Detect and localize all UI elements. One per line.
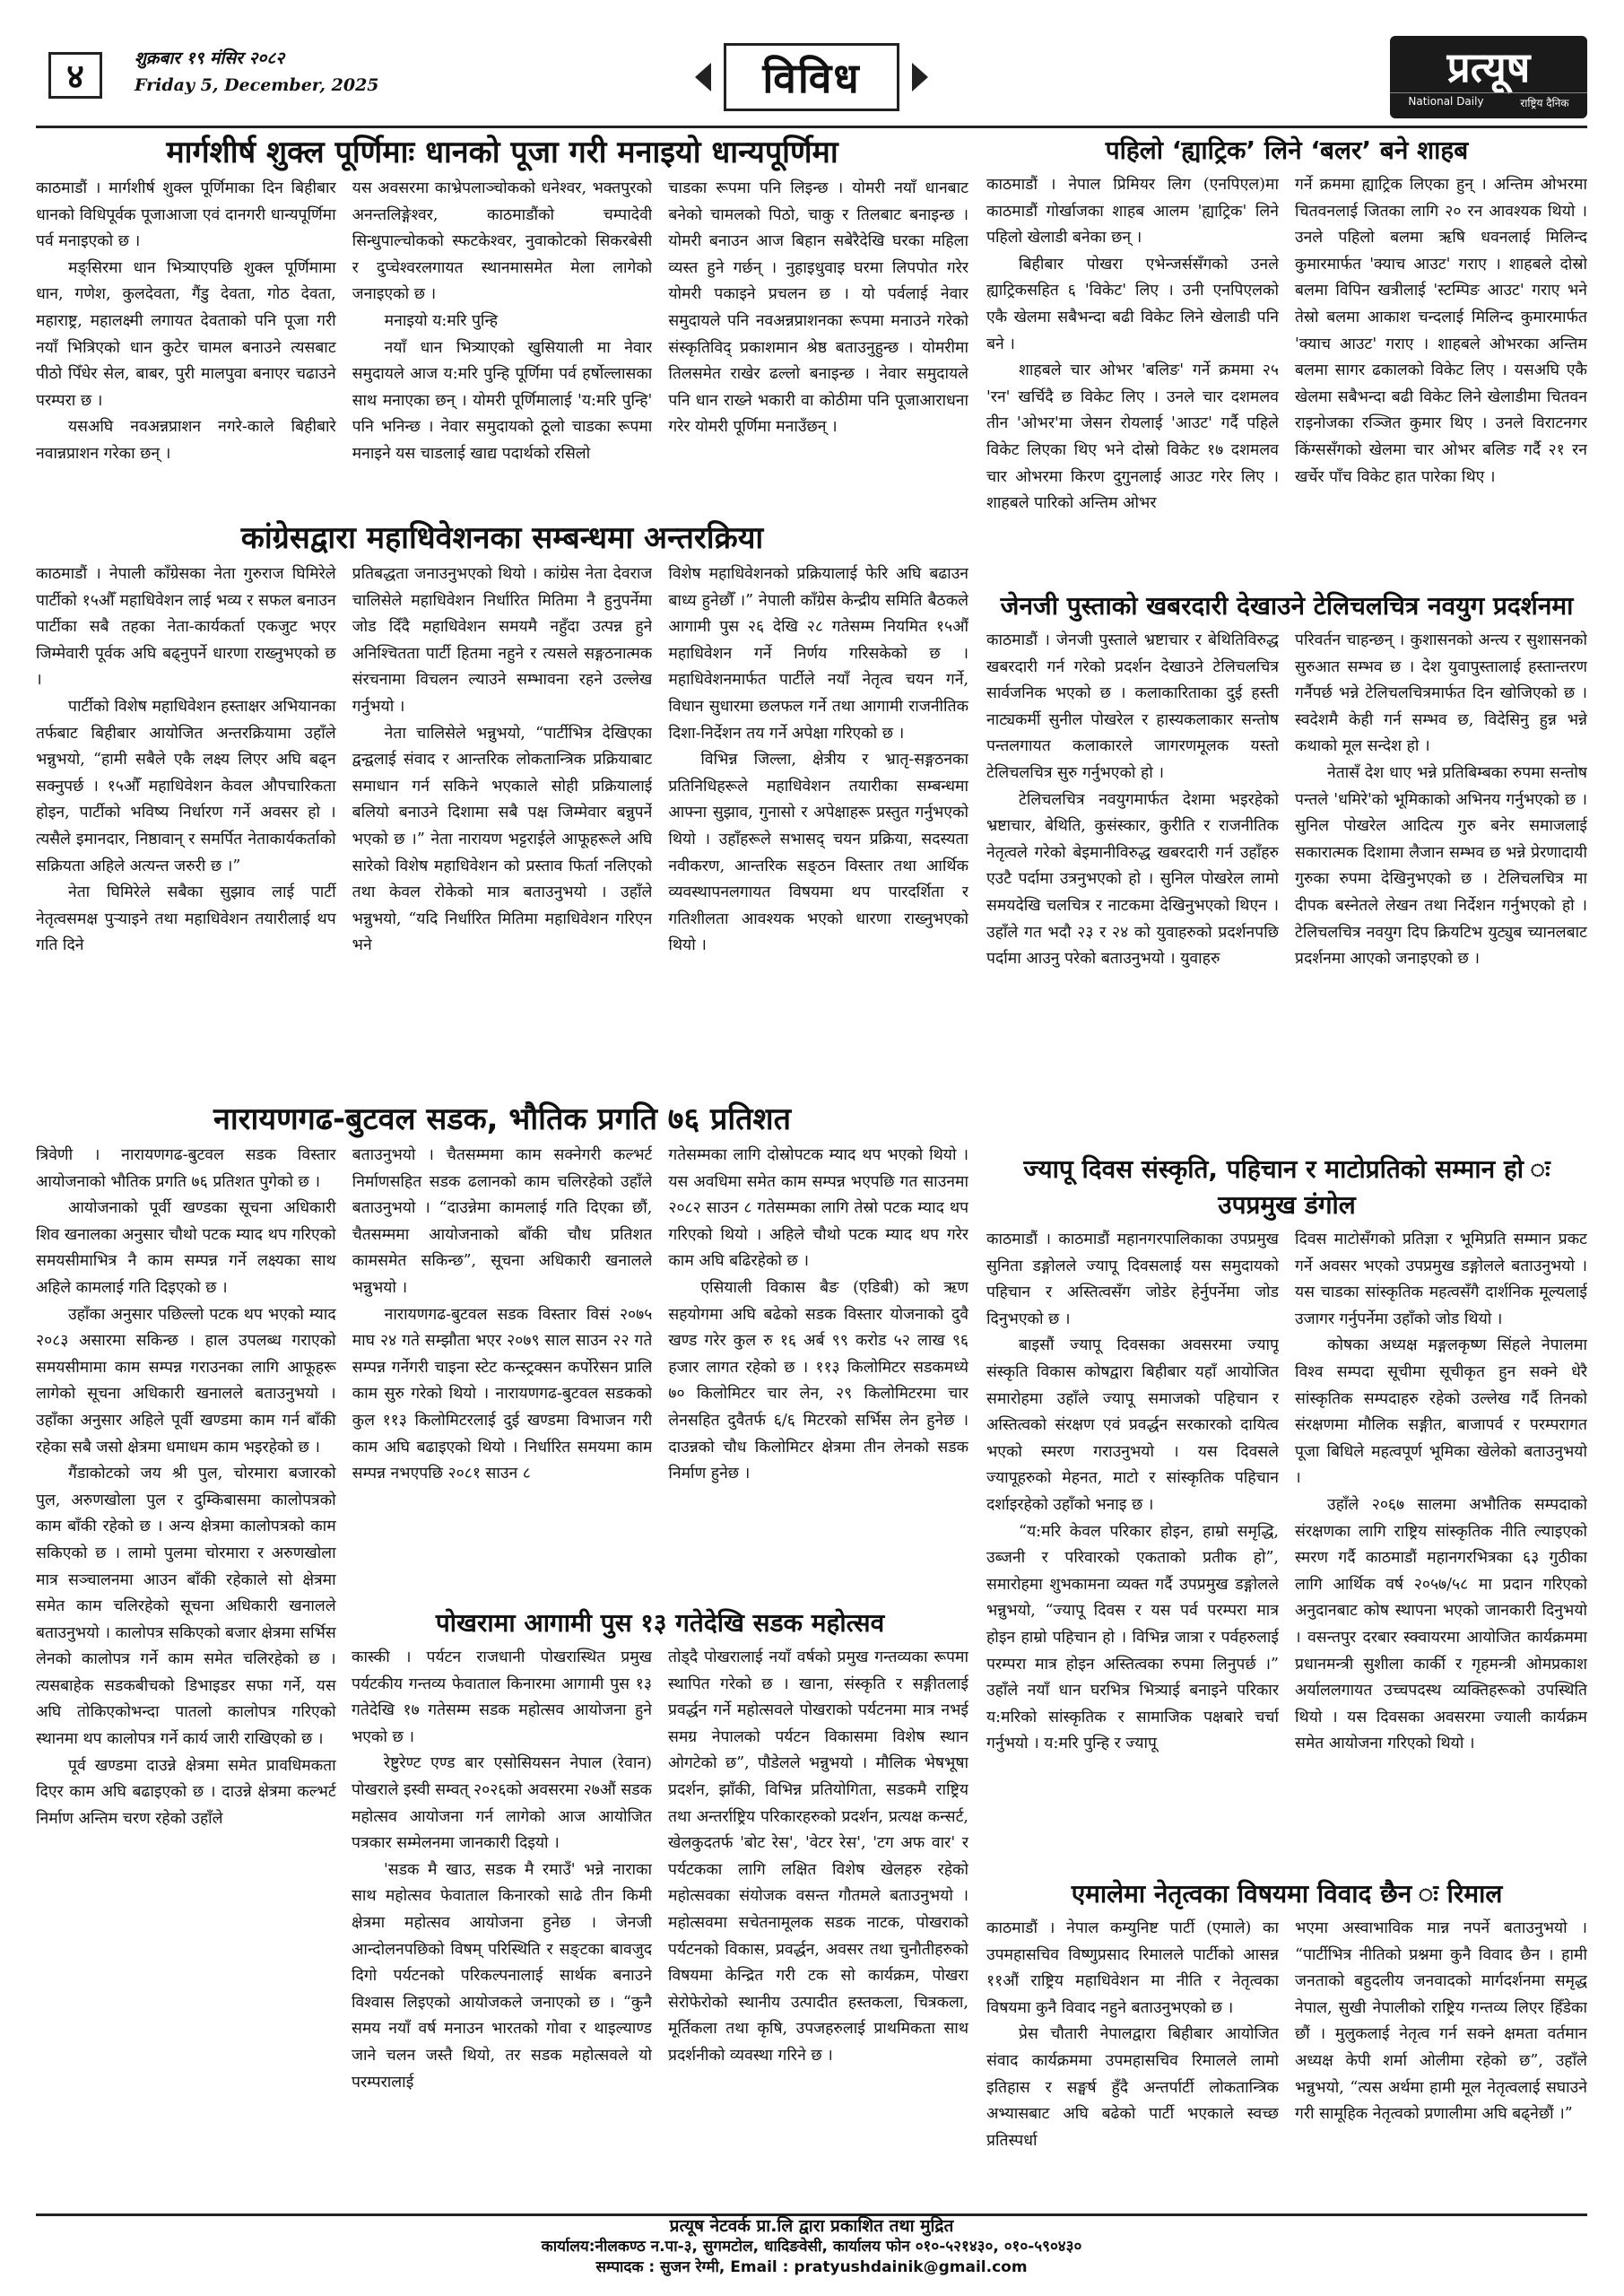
paragraph: काठमाडौं । काठमाडौं महानगरपालिकाका उपप्रमुख सुनिता डङ्गोलले ज्यापू दिवसलाई यस समुदायको पहिचान र अस्तित्वसँग जोडेर हेर्नुपर्नेमा जोड दिनुभएको छ । — [986, 1231, 1279, 1328]
paragraph: यस अवसरमा काभ्रेपलाञ्चोकको धनेश्वर, भक्तपुरको अनन्तलिङ्गेश्वर, काठमाडौंको चम्पादेवी सिन्धुपाल्चोकको स्फटकेश्वर, नुवाकोटको सिकरबेसी र दुप्चेश्वरलगायत स्थानमासमेत मेला लागेको जनाइएको छ । — [352, 179, 653, 304]
paragraph: “य:मरि केवल परिकार होइन, हाम्रो समृद्धि, उब्जनी र परिवारको एकताको प्रतीक हो”, समारोहमा शुभकामना व्यक्त गर्दै उपप्रमुख डङ्गोलले भन्नुभयो, “ज्यापू दिवस र यस पर्व परम्परा मात्र होइन हाम्रो पहिचान हो । विभिन्न जात्रा र पर्वहरुलाई परम्परा मात्र होइन अस्तित्वका रुपमा लिनुपर्छ ।” उहाँले नयाँ धान घरभित्र भित्र्याई बनाइने परिकार य:मरिको सांस्कृतिक र सामाजिक पक्षबारे चर्चा गर्नुभयो । य:मरि पुन्हि र ज्यापू — [986, 1522, 1279, 1753]
paragraph: कास्की । पर्यटन राजधानी पोखरास्थित प्रमुख पर्यटकीय गन्तव्य फेवाताल किनारमा आगामी पुस १३ गतेदेखि १७ गतेसम्म सडक महोत्सव आयोजना हुने भएको छ । — [352, 1648, 652, 1746]
section-banner — [664, 45, 960, 109]
footer — [36, 2213, 1587, 2278]
article-column — [1295, 628, 1587, 1105]
article-jyapu-day — [986, 1152, 1587, 1869]
publisher-line: प्रत्यूष नेटवर्क प्रा.लि द्वारा प्रकाशित तथा मुद्रित — [669, 2216, 954, 2236]
logo-text: प्रत्यूष — [1446, 43, 1531, 91]
article-shahab-hattrick — [986, 133, 1587, 581]
paragraph: उहाँका अनुसार पछिल्लो पटक थप भएको म्याद २०८३ असारमा सकिन्छ । हाल उपलब्ध गराएको समयसीमामा काम सम्पन्न गराउनका लागि आफूहरू लागेको सूचना अधिकारी खनालले बताउनुभयो । उहाँका अनुसार अहिले पूर्वी खण्डमा काम गर्न बाँकी रहेका सबै जसो क्षेत्रमा धमाधम काम भइरहेको छ । — [36, 1305, 336, 1457]
masthead — [36, 36, 1587, 121]
article-column — [36, 561, 336, 1089]
article-columns — [352, 1645, 968, 2201]
article-column — [668, 561, 968, 1089]
article-columns — [986, 172, 1587, 578]
headline: नारायणगढ-बुटवल सडक, भौतिक प्रगति ७६ प्रतिशत — [213, 1101, 792, 1137]
article-column — [1295, 1916, 1587, 2205]
paragraph: टेलिचलचित्र नवयुगमार्फत देशमा भइरहेको भ्रष्टाचार, बेथिति, कुसंस्कार, कुरीति र राजनीतिक नेतृत्वले गरेको बेइमानीविरुद्ध खबरदारी गर्न उहाँहरु एउटै पर्दामा उत्रनुभएको हो । सुनिल पोखरेल लामो समयदेखि चलचित्र र नाटकमा देखिनुभएको थिएन । उहाँले गत भदौ २३ र २४ को युवाहरुको प्रदर्शनपछि पर्दामा आउनु परेको बताउनुभयो । युवाहरु — [986, 790, 1279, 969]
paragraph: काठमाडौं । नेपाल प्रिमियर लिग (एनपिएल)मा काठमाडौं गोर्खाजका शाहब आलम 'ह्याट्रिक' लिने पहिलो खेलाडी बनेका छन् । — [986, 176, 1279, 248]
date-box — [135, 45, 386, 99]
paragraph: नारायणगढ-बुटवल सडक विस्तार विसं २०७५ माघ २४ गते सम्झौता भएर २०७९ साल साउन २२ गते सम्पन्न गर्नेगरी चाइना स्टेट कन्स्ट्रक्सन कर्पोरेसन प्रालि काम सुरु गरेको थियो । नारायणगढ-बुटवल सडकको कुल ११३ किलोमिटरलाई दुई खण्डमा विभाजन गरी काम अघि बढाइएको थियो । निर्धारित समयमा काम सम्पन्न नभएपछि २०८१ साउन ८ — [352, 1305, 653, 1483]
headline: एमालेमा नेतृत्वका विषयमा विवाद छैन ः रिमाल — [1071, 1879, 1503, 1909]
paragraph: कोषका अध्यक्ष मङ्गलकृष्ण सिंहले नेपालमा विश्व सम्पदा सूचीमा सूचीकृत हुन सक्ने धेरै सांस्कृतिक सम्पदाहरु रहेको उल्लेख गर्दै तिनको संरक्षणमा मौलिक सङ्गीत, बाजापर्व र परम्परागत पूजा बिधिले महत्वपूर्ण भूमिका खेलेको बताउनुभयो । — [1295, 1336, 1587, 1488]
article-column — [352, 1645, 652, 2201]
paragraph: 'सडक मै खाउ, सडक मै रमाउँ' भन्ने नाराका साथ महोत्सव फेवाताल किनारको साढे तीन किमी क्षेत्रमा महोत्सव आयोजना हुनेछ । जेनजी आन्दोलनपछिको विषम् परिस्थिति र सङ्टका बावजुद दिगो पर्यटनको परिकल्पनालाई सार्थक बनाउने विश्वास लिइएको आयोजकले जनाएको छ । “कुनै समय नयाँ वर्ष मनाउन भारतको गोवा र थाइल्याण्ड जाने चलन जस्तै थियो, तर सडक महोत्सवले यो परम्परालाई — [352, 1860, 652, 2092]
paragraph: नेता घिमिरेले सबैका सुझाव लाई पार्टी नेतृत्वसमक्ष पुऱ्याइने तथा महाधिवेशन तयारीलाई थप गति दिने — [36, 883, 336, 955]
paragraph: रेष्टुरेण्ट एण्ड बार एसोसियसन नेपाल (रेवान) पोखराले इस्वी सम्वत् २०२६को अवसरमा २७औं सडक महोत्सव आयोजना गर्न लागेको आज आयोजित पत्रकार सम्मेलनमा जानकारी दिइयो । — [352, 1754, 652, 1853]
article-column — [986, 628, 1279, 1105]
article-columns — [986, 1227, 1587, 1866]
article-columns — [986, 628, 1587, 1105]
article-column — [352, 561, 653, 1089]
logo-sub-english: National Daily — [1408, 95, 1484, 108]
paragraph: यसअघि नवअन्नप्राशन नगरे-काले बिहीबारे नवान्नप्राशन गरेका छन् । — [36, 418, 336, 463]
article-columns — [36, 561, 968, 1089]
paragraph: दिवस माटोसँगको प्रतिज्ञा र भूमिप्रति सम्मान प्रकट गर्ने अवसर भएको उपप्रमुख डङ्गोलले बताउनुभयो । यस चाडका सांस्कृतिक महत्वसँगै दार्शनिक मूल्यलाई उजागर गर्नुपर्नेमा उहाँको जोड थियो । — [1295, 1231, 1587, 1328]
article-navayug-telefilm — [986, 588, 1587, 1144]
paragraph: आयोजनाको पूर्वी खण्डका सूचना अधिकारी शिव खनालका अनुसार चौथो पटक म्याद थप गरिएको समयसीमाभित्र नै काम सम्पन्न गर्ने लक्ष्यका साथ अहिले कामलाई गति दिइएको छ । — [36, 1199, 336, 1297]
paragraph: पार्टीको विशेष महाधिवेशन हस्ताक्षर अभियानका तर्फबाट बिहीबार आयोजित अन्तरक्रियामा उहाँले भन्नुभयो, “हामी सबैले एकै लक्ष्य लिएर अघि बढ्न सक्नुपर्छ । १५औँ महाधिवेशन केवल औपचारिकता होइन, पार्टीको भविष्य निर्धारण गर्ने अवसर हो । त्यसैले इमानदार, निष्ठावान् र समर्पित नेताकार्यकर्ताको सक्रियता अहिले अत्यन्त जरुरी छ ।” — [36, 697, 336, 875]
article-columns — [986, 1916, 1587, 2205]
article-column — [1295, 172, 1587, 578]
paragraph: बाइसौं ज्यापू दिवसका अवसरमा ज्यापू संस्कृति विकास कोषद्वारा बिहीबार यहाँ आयोजित समारोहमा उहाँले ज्यापू समाजको पहिचान र अस्तित्वको संरक्षण एवं प्रवर्द्धन सरकारको दायित्व भएको स्मरण गराउनुभयो । यस दिवसले ज्यापूहरुको मेहनत, माटो र सांस्कृतिक पहिचान दर्शाइरहेको उहाँको भनाइ छ । — [986, 1336, 1279, 1514]
article-column — [36, 1143, 336, 2201]
article-column — [668, 176, 968, 508]
logo-sub-nepali: राष्ट्रिय दैनिक — [1520, 97, 1569, 109]
logo-subline — [1390, 92, 1587, 110]
paragraph: मनाइयो य:मरि पुन्हि — [384, 311, 498, 330]
masthead-rule — [36, 126, 1587, 128]
article-column — [986, 1916, 1279, 2205]
headline: पहिलो ‘ह्याट्रिक’ लिने ‘बलर’ बने शाहब — [1105, 135, 1469, 165]
article-dhanya-purnima — [36, 133, 968, 511]
date-nepali: शुक्रबार १९ मंसिर २०८२ — [135, 48, 285, 68]
paragraph: उहाँले २०६७ सालमा अभौतिक सम्पदाको संरक्षणका लागि राष्ट्रिय सांस्कृतिक नीति ल्याइएको स्मरण गर्दै काठमाडौं महानगरभित्रका ६३ गुठीका लागि आर्थिक वर्ष २०५७/५८ मा प्रदान गरिएको अनुदानबाट कोष स्थापना भएको जानकारी दिनुभयो । वसन्तपुर दरबार स्क्वायरमा आयोजित कार्यक्रममा प्रधानमन्त्री सुशीला कार्की र गृहमन्त्री ओमप्रकाश अर्याललगायत उच्चपदस्थ व्यक्तिहरूको उपस्थिति थियो । यस दिवसका अवसरमा ज्याली कार्यक्रम समेत आयोजना गरिएको थियो । — [1295, 1495, 1587, 1753]
headline: मार्गशीर्ष शुक्ल पूर्णिमाः धानको पूजा गरी मनाइयो धान्यपूर्णिमा — [166, 135, 838, 170]
paragraph: शाहबले चार ओभर 'बलिङ' गर्ने क्रममा २५ 'रन' खर्चिदै छ विकेट लिए । उनले चार दशमलव तीन 'ओभर'मा जेसन रोयलाई 'आउट' गर्दै पहिले विकेट लिएका थिए भने दोस्रो विकेट १७ दशमलव चार ओभरमा किरण दुगुनलाई आउट गरेर लिए । शाहबले पारिको अन्तिम ओभर — [986, 361, 1279, 513]
headline: पोखरामा आगामी पुस १३ गतेदेखि सडक महोत्सव — [435, 1608, 885, 1638]
section-title: विविध — [724, 43, 899, 111]
paragraph: त्रिवेणी । नारायणगढ-बुटवल सडक विस्तार आयोजनाको भौतिक प्रगति ७६ प्रतिशत पुगेको छ । — [36, 1146, 336, 1191]
article-column — [352, 176, 653, 508]
paragraph: परिवर्तन चाहन्छन् । कुशासनको अन्त्य र सुशासनको सुरुआत सम्भव छ । देश युवापुस्तालाई हस्तान्तरण गर्नैपर्छ भन्ने टेलिचलचित्रमार्फत दिन खोजिएको छ । स्वदेशमै केही गर्न सम्भव छ, विदेसिनु हुन्न भन्ने कथाको मूल सन्देश हो । — [1295, 631, 1587, 756]
paragraph: काठमाडौं । जेनजी पुस्ताले भ्रष्टाचार र बेथितिविरुद्ध खबरदारी गर्न गरेको प्रदर्शन देखाउने टेलिचलचित्र सार्वजनिक भएको छ । कलाकारिताका दुई हस्ती नाट्यकर्मी सुनील पोखरेल र हास्यकलाकार सन्तोष पन्तलगायत कलाकारले जागरणमूलक यस्तो टेलिचलचित्र सुरु गर्नुभएको हो । — [986, 631, 1279, 782]
paragraph: प्रेस चौतारी नेपालद्वारा बिहीबार आयोजित संवाद कार्यक्रममा उपमहासचिव रिमालले लामो इतिहास र सङ्घर्ष हुँदै अन्तर्पार्टी लोकतान्त्रिक अभ्यासबाट अघि बढेको पार्टी भएकाले स्वच्छ प्रतिस्पर्धा — [986, 2025, 1279, 2150]
paragraph: भएमा अस्वाभाविक मान्न नपर्ने बताउनुभयो । “पार्टीभित्र नीतिको प्रश्नमा कुनै विवाद छैन । हामी जनताको बहुदलीय जनवादको मार्गदर्शनमा समृद्ध नेपाल, सुखी नेपालीको राष्ट्रिय गन्तव्य लिएर हिँडेका छौं । मुलुकलाई नेतृत्व गर्न सक्ने क्षमता वर्तमान अध्यक्ष केपी शर्मा ओलीमा रहेको छ”, उहाँले भन्नुभयो, “त्यस अर्थमा हामी मूल नेतृत्वलाई सघाउने गरी सामूहिक नेतृत्वको प्रणालीमा अघि बढ्नेछौं ।” — [1295, 1919, 1587, 2124]
article-congress-convention — [36, 518, 968, 1092]
paragraph: गतेसम्मका लागि दोस्रोपटक म्याद थप भएको थियो । यस अवधिमा समेत काम सम्पन्न भएपछि गत साउनमा २०८२ साउन ८ गतेसम्मका लागि तेस्रो पटक म्याद थप गरिएको थियो । अहिले चौथो पटक म्याद थप गरेर काम अघि बढिरहेको छ । — [668, 1146, 968, 1271]
paragraph: नेता चालिसेले भन्नुभयो, “पार्टीभित्र देखिएका द्वन्द्वलाई संवाद र आन्तरिक लोकतान्त्रिक प्रक्रियाबाट समाधान गर्न सकिने भएकाले सोही प्रक्रियालाई बलियो बनाउने दिशामा सबै पक्ष जिम्मेवार बन्नुपर्ने भएको छ ।” नेता नारायण भट्टराईले आफूहरूले अघि सारेको विशेष महाधिवेशन को प्रस्ताव फिर्ता नलिएको तथा केवल रोकेको मात्र बताउनुभयो । उहाँले भन्नुभयो, “यदि निर्धारित मितिमा महाधिवेशन गरिएन भने — [352, 724, 653, 955]
arrow-left-icon — [695, 63, 711, 91]
paragraph: गर्ने क्रममा ह्याट्रिक लिएका हुन् । अन्तिम ओभरमा चितवनलाई जितका लागि २० रन आवश्यक थियो । उनले पहिलो बलमा ऋषि धवनलाई मिलिन्द कुमारमार्फत 'क्याच आउट' गराए । शाहबले दोस्रो बलमा विपिन खत्रीलाई 'स्टम्पिङ आउट' गराए भने तेस्रो बलमा आकाश चन्दलाई मिलिन्द कुमारमार्फत 'क्याच आउट' गराए । शाहबले ओभरका अन्तिम बलमा सागर ढकालको विकेट लिए । यसअघि एकै खेलमा सबैभन्दा बढी विकेट लिने खेलाडीमा चितवन राइनोजका रञ्जित कुमार थिए । उनले विराटनगर किंग्ससँगको खेलमा चार ओभर बलिङ गर्दै २१ रन खर्चेर पाँच विकेट हात पारेका थिए । — [1295, 176, 1587, 486]
paragraph: काठमाडौं । नेपाली काँग्रेसका नेता गुरुराज घिमिरेले पार्टीको १५औँ महाधिवेशन लाई भव्य र सफल बनाउन पार्टीका सबै तहका नेता-कार्यकर्ता एकजुट भएर जिम्मेवारी पूर्वक अघि बढ्नुपर्ने धारणा राख्नुभएको छ । — [36, 565, 336, 690]
paragraph: काठमाडौं । नेपाल कम्युनिष्ट पार्टी (एमाले) का उपमहासचिव विष्णुप्रसाद रिमालले पार्टीको आसन्न ११औं राष्ट्रिय महाधिवेशन मा नीति र नेतृत्वका विषयमा कुनै विवाद नहुने बताउनुभएको छ । — [986, 1919, 1279, 2017]
headline: ज्यापू दिवस संस्कृति, पहिचान र माटोप्रतिको सम्मान हो ः उपप्रमुख डंगोल — [1023, 1154, 1550, 1220]
headline: कांग्रेसद्वारा महाधिवेशनका सम्बन्धमा अन्तरक्रिया — [240, 520, 764, 556]
article-column — [36, 176, 336, 508]
article-column — [668, 1645, 968, 2201]
paragraph: गैंडाकोटको जय श्री पुल, चोरमारा बजारको पुल, अरुणखोला पुल र दुम्किबासमा कालोपत्रको काम बाँकी रहेको छ । अन्य क्षेत्रमा कालोपत्रको काम सकिएको छ । लामो पुलमा चोरमारा र अरुणखोला मात्र सञ्चालनमा आउन बाँकी रहेकाले सो क्षेत्रमा समेत काम चलिरहेको सूचना अधिकारी खनालले बताउनुभयो । कालोपत्र सकिएको बजार क्षेत्रमा सर्भिस लेनको कालोपत्र गर्ने काम समेत चलिरहेको छ । त्यसबाहेक सडकबीचको डिभाइडर सफा गर्ने, यस अघि तोकिएकोभन्दा पातलो कालोपत्र गरिएको स्थानमा थप कालोपत्र गर्ने कार्य जारी राखिएको छ । — [36, 1465, 336, 1749]
article-columns — [36, 176, 968, 508]
paragraph: प्रतिबद्धता जनाउनुभएको थियो । कांग्रेस नेता देवराज चालिसेले महाधिवेशन निर्धारित मितिमा नै हुनुपर्नेमा जोड दिँदै महाधिवेशन समयमै नहुँदा उत्पन्न हुने अनिश्चितता पार्टी हितमा नहुने र त्यसले सङ्गठनात्मक संरचनामा विचलन ल्याउने सम्भावना रहने उल्लेख गर्नुभयो । — [352, 565, 653, 716]
paragraph: बिहीबार पोखरा एभेन्जर्ससँगको उनले ह्याट्रिकसहित ६ 'विकेट' लिए । उनी एनपिएलको एकै खेलमा सबैभन्दा बढी विकेट लिने खेलाडी पनि बने । — [986, 255, 1279, 353]
paragraph: विशेष महाधिवेशनको प्रक्रियालाई फेरि अघि बढाउन बाध्य हुनेछौँ ।” नेपाली काँग्रेस केन्द्रीय समिति बैठकले आगामी पुस २६ देखि २८ गतेसम्म नियमित १५औँ महाधिवेशन गर्ने निर्णय गरिसकेको छ । महाधिवेशनमार्फत पार्टीले नयाँ नेतृत्व चयन गर्ने, विधान सुधारमा छलफल गर्ने तथा आगामी राजनीतिक दिशा-निर्देशन तय गर्ने अपेक्षा गरिएको छ । — [668, 565, 968, 743]
paragraph: तोड्दै पोखरालाई नयाँ वर्षको प्रमुख गन्तव्यका रूपमा स्थापित गरेको छ । खाना, संस्कृति र सङ्गीतलाई प्रवर्द्धन गर्ने महोत्सवले पोखराको पर्यटनमा मात्र नभई समग्र नेपालको पर्यटन विकासमा विशेष स्थान ओगटेको छ”, पौडेलले भन्नुभयो । मौलिक भेषभूषा प्रदर्शन, झाँकी, विभिन्न प्रतियोगिता, सडकमै राष्ट्रिय तथा अन्तर्राष्ट्रिय परिकारहरुको प्रदर्शन, प्रत्यक्ष कन्सर्ट, खेलकुदतर्फ 'बोट रेस', 'वेटर रेस', 'टग अफ वार' र पर्यटकका लागि लक्षित विशेष खेलहरु रहेको महोत्सवका संयोजक वसन्त गौतमले बताउनुभयो । महोत्सवमा सचेतनामूलक सडक नाटक, पोखराको पर्यटनको विकास, प्रवर्द्धन, अवसर तथा चुनौतीहरुको विषयमा केन्द्रित गरी टक सो कार्यक्रम, पोखरा सेरोफेरोको स्थानीय उत्पादीत हस्तकला, चित्रकला, मूर्तिकला तथा कृषि, उपजहरुलाई प्राथमिकता साथ प्रदर्शनीको व्यवस्था गरिने छ । — [668, 1648, 968, 2065]
page-number: ४ — [48, 52, 102, 99]
article-column — [986, 172, 1279, 578]
paragraph: नयाँ धान भित्र्याएको खुसियाली मा नेवार समुदायले आज य:मरि पुन्हि पूर्णिमा पर्व हर्षोल्लासका साथ मनाएका छन् । योमरी पूर्णिमालाई 'य:मरि पुन्हि' पनि भनिन्छ । नेवार समुदायको ठूलो चाडका रूपमा मनाइने यस चाडलाई खाद्य पदार्थको रसिलो — [352, 338, 653, 463]
paragraph: चाडका रूपमा पनि लिइन्छ । योमरी नयाँ धानबाट बनेको चामलको पिठो, चाकु र तिलबाट बनाइन्छ । योमरी बनाउन आज बिहान सबेरैदेखि घरका महिला व्यस्त हुने गर्छन् । नुहाइधुवाइ घरमा लिपपोत गरेर योमरी पकाइने प्रचलन छ । यो पर्वलाई नेवार समुदायले पनि नवअन्नप्राशनका रूपमा मनाउने गरेको संस्कृतिविद् प्रकाशमान श्रेष्ठ बताउनुहुन्छ । योमरीमा तिलसमेत राखेर ढल्लो बनाइन्छ । नेवार समुदायले पनि धान राख्ने भकारी वा कोठीमा पनि पूजाआराधना गरेर योमरी पूर्णिमा मनाउँछन् । — [668, 179, 968, 437]
date-english: Friday 5, December, 2025 — [135, 75, 379, 95]
paragraph: काठमाडौं । मार्गशीर्ष शुक्ल पूर्णिमाका दिन बिहीबार धानको विधिपूर्वक पूजाआजा एवं दानगरी धान्यपूर्णिमा पर्व मनाइएको छ । — [36, 179, 336, 251]
newspaper-logo — [1390, 36, 1587, 118]
paragraph: नेतासँ देश धाए भन्ने प्रतिबिम्बका रुपमा सन्तोष पन्तले 'धमिरे'को भूमिकाको अभिनय गर्नुभएको छ । सुनिल पोखरेल आदित्य गुरु बनेर समाजलाई सकारात्मक दिशामा लैजान सम्भव छ भन्ने प्रेरणादायी गुरुका रुपमा देखिनुभएको छ । टेलिचलचित्र मा दीपक बस्नेतले लेखन तथा निर्देशन गर्नुभएको हो । टेलिचलचित्र नवयुग दिप क्रियटिभ युट्युब च्यानलबाट प्रदर्शनमा आएको जनाइएको छ । — [1295, 763, 1587, 969]
paragraph: मङ्सिरमा धान भित्र्याएपछि शुक्ल पूर्णिमामा धान, गणेश, कुलदेवता, गैंडु देवता, गोठ देवता, महाराष्ट्र, महालक्ष्मी लगायत देवताको पनि पूजा गरी नयाँ भित्रिएको धान कुटेर चामल बनाउने त्यसबाट पीठो पिँधेर सेल, बाबर, पुरी मालपुवा बनाएर चढाउने परम्परा छ । — [36, 258, 336, 410]
office-line: कार्यालय:नीलकण्ठ न.पा-३, सुगमटोल, धादिङवेसी, कार्यालय फोन ०१०-५२१४३०, ०१०-५९०४३० — [541, 2238, 1082, 2256]
editor-line: सम्पादक : सुजन रेग्मी, Email : pratyushdainik@gmail.com — [595, 2258, 1028, 2276]
paragraph: पूर्व खण्डमा दाउन्ने क्षेत्रमा समेत प्रावधिमकता दिएर काम अघि बढाइएको छ । दाउन्ने क्षेत्रमा कल्भर्ट निर्माण अन्तिम चरण रहेको उहाँले — [36, 1756, 336, 1828]
article-column — [986, 1227, 1279, 1866]
paragraph: एसियाली विकास बैङ (एडिबी) को ऋण सहयोगमा अघि बढेको सडक विस्तार योजनाको दुवै खण्ड गरेर कुल रु १६ अर्ब ९९ करोड ५२ लाख ९६ हजार लागत रहेको छ । ११३ किलोमिटर सडकमध्ये ७० किलोमिटर चार लेन, २९ किलोमिटरमा चार लेनसहित दुवैतर्फ ६/६ मिटरको सर्भिस लेन हुनेछ । दाउन्नको चौध किलोमिटर क्षेत्रमा तीन लेनको सडक निर्माण हुनेछ । — [668, 1278, 968, 1483]
paragraph: बताउनुभयो । चैतसम्ममा काम सक्नेगरी कल्भर्ट निर्माणसहित सडक ढलानको काम चलिरहेको उहाँले बताउनुभयो । “दाउन्नेमा कामलाई गति दिएका छौं, चैतसम्ममा आयोजनाको बाँकी चौध प्रतिशत कामसमेत सकिन्छ”, सूचना अधिकारी खनालले भन्नुभयो । — [352, 1146, 653, 1297]
article-pokhara-street-festival — [352, 1605, 968, 2208]
article-column — [1295, 1227, 1587, 1866]
arrow-right-icon — [912, 63, 928, 91]
article-uml-leadership — [986, 1876, 1587, 2208]
headline: जेनजी पुस्ताको खबरदारी देखाउने टेलिचलचित्र नवयुग प्रदर्शनमा — [1000, 591, 1574, 621]
paragraph: विभिन्न जिल्ला, क्षेत्रीय र भ्रातृ-सङ्गठनका प्रतिनिधिहरूले महाधिवेशन तयारीका सम्बन्धमा आफ्ना सुझाव, गुनासो र अपेक्षाहरू प्रस्तुत गर्नुभएको थियो । उहाँहरूले सभासद् चयन प्रक्रिया, सदस्यता नवीकरण, आन्तरिक सङ्ठन विस्तार तथा आर्थिक व्यवस्थापनलगायत विषयमा थप पारदर्शिता र गतिशीलता आवश्यक भएको धारणा राख्नुभएको थियो । — [668, 751, 968, 955]
